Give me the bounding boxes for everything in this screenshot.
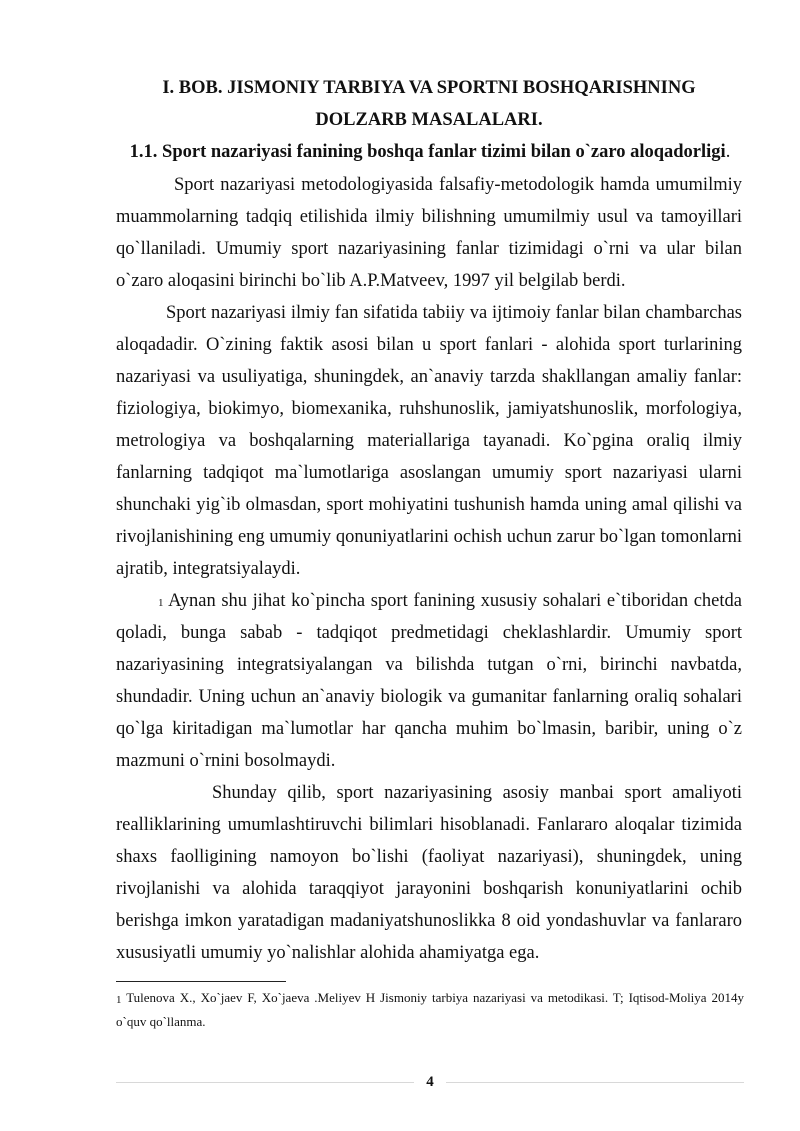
footnote-text: Tulenova X., Xo`jaev F, Xo`jaeva .Meliyev H Jismoniy tarbiya nazariyasi va metodikasi. T; Iqtisod-Moliya 2014y o`quv qo`llanma.: [116, 990, 744, 1029]
footer-rule-left: [116, 1082, 414, 1083]
footnote: [116, 986, 744, 1034]
chapter-title-line-1: I. BOB. JISMONIY TARBIYA VA SPORTNI BOSHQARISHNING: [162, 78, 696, 98]
footnote-mark: 1: [116, 994, 122, 1006]
section-title-period: .: [725, 142, 731, 162]
paragraph-1: Sport nazariyasi metodologiyasida falsafiy-metodologik hamda umumilmiy muammolarning tadqiq etilishida ilmiy bilishning umumilmiy usul va tamoyillari qo`llaniladi. Umumiy sport nazariyasining fanlar tizimidagi o`rni va ular bilan o`zaro aloqasini birinchi bo`lib A.P.Matveev, 1997 yil belgilab berdi.: [116, 175, 742, 291]
section-title: [100, 136, 760, 168]
paragraph-3-text: Aynan shu jihat ko`pincha sport fanining xususiy sohalari e`tiboridan chetda qoladi, bunga sabab - tadqiqot predmetidagi cheklashlardir. Umumiy sport nazariyasining integratsiyalangan va bilishda tutgan o`rni, birinchi navbatda, shundadir. Uning uchun an`anaviy biologik va gumanitar fanlarning oraliq sohalari qo`lga kiritadigan ma`lumotlar har qancha muhim bo`lmasin, baribir, uning o`z mazmuni o`rnini bosolmaydi.: [116, 591, 742, 771]
chapter-title-line-2: DOLZARB MASALALARI.: [315, 110, 543, 130]
page-number: 4: [426, 1074, 434, 1090]
footnote-separator: [116, 981, 286, 982]
paragraph-4: Shunday qilib, sport nazariyasining asosiy manbai sport amaliyoti realliklarining umumlashtiruvchi bilimlari hisoblanadi. Fanlararo aloqalar tizimida shaxs faolligining namoyon bo`lishi (faoliyat nazariyasi), shuningdek, uning rivojlanishi va alohida taraqqiyot jarayonini boshqarish konuniyatlarini ochib berishga imkon yaratadigan madaniyatshunoslikka 8 oid yondashuvlar va fanlararo xususiyatli umumiy yo`nalishlar alohida ahamiyatga ega.: [116, 783, 742, 963]
footnote-reference[interactable]: 1: [158, 597, 164, 609]
paragraph-2: Sport nazariyasi ilmiy fan sifatida tabiiy va ijtimoiy fanlar bilan chambarchas aloqadadir. O`zining faktik asosi bilan u sport fanlari - alohida sport turlarining nazariyasi va usuliyatiga, shuningdek, an`anaviy tarzda shakllangan amaliy fanlar: fiziologiya, biokimyo, biomexanika, ruhshunoslik, jamiyatshunoslik, morfologiya, metrologiya va boshqalarning materiallariga tayanadi. Ko`pgina oraliq ilmiy fanlarning tadqiqot ma`lumotlariga asoslangan umumiy sport nazariyasi ularni shunchaki yig`ib olmasdan, sport mohiyatini tushunish hamda uning amal qilishi va rivojlanishining eng umumiy qonuniyatlarini ochish uchun zarur bo`lgan tomonlarni ajratib, integratsiyalaydi.: [116, 303, 742, 579]
paragraph-3: [116, 585, 742, 777]
footer-rule-right: [446, 1082, 744, 1083]
section-title-text: 1.1. Sport nazariyasi fanining boshqa fanlar tizimi bilan o`zaro aloqadorligi: [129, 142, 726, 162]
